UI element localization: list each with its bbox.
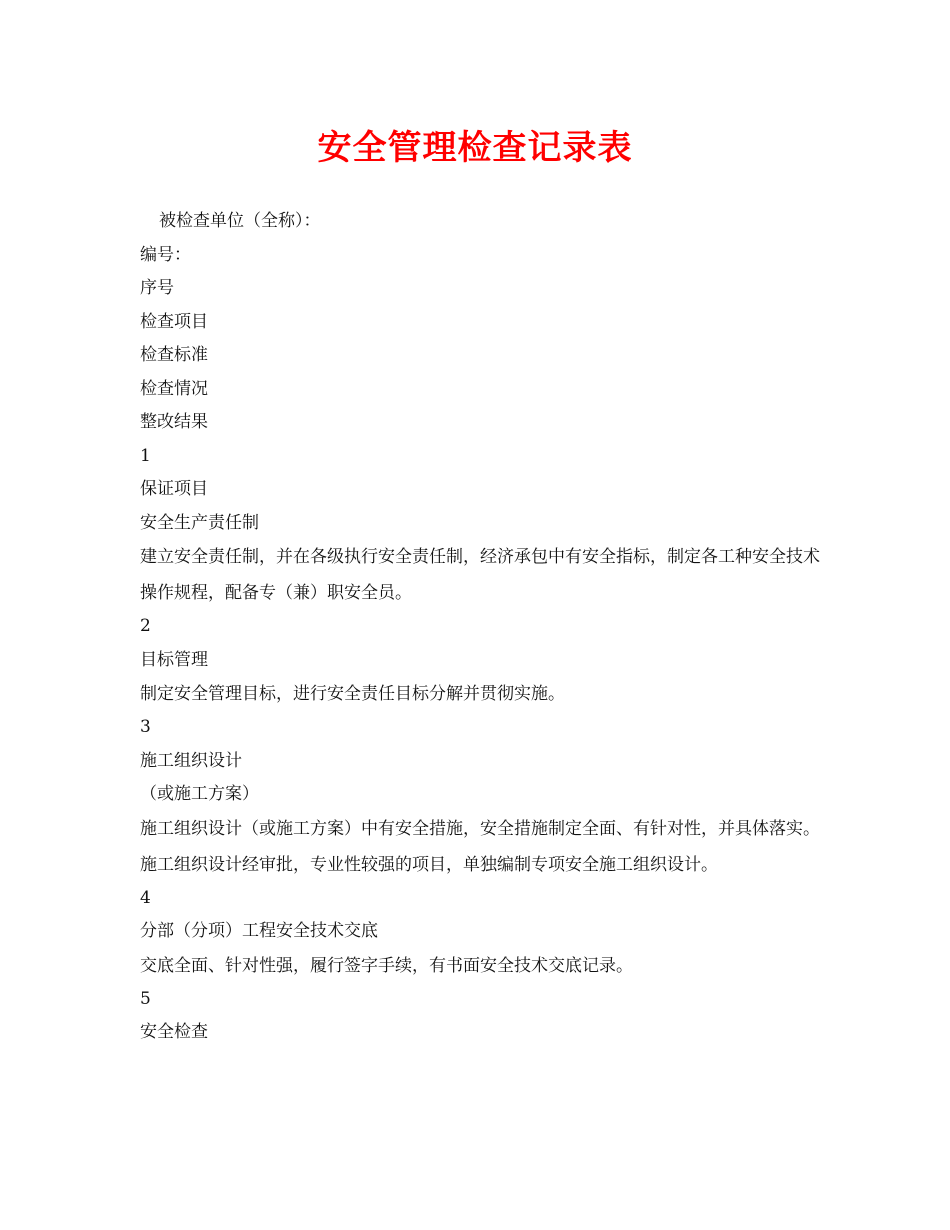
entry-item: 施工组织设计: [140, 750, 242, 771]
entry-number: 3: [140, 717, 151, 737]
entry-standard: 建立安全责任制，并在各级执行安全责任制，经济承包中有安全指标，制定各工种安全技术操作规程，配备专（兼）职安全员。: [140, 547, 820, 603]
number-label: 编号：: [140, 244, 191, 265]
entry-item: 安全检查: [140, 1022, 208, 1042]
entry-number: 1: [140, 445, 151, 466]
entry-item: （或施工方案）: [140, 784, 259, 804]
header-inspection-item: 检查项目: [140, 311, 208, 332]
document-body: [140, 205, 820, 1050]
entry-item: 目标管理: [140, 649, 208, 670]
document-title: 安全管理检查记录表: [317, 128, 633, 168]
header-serial-no: 序号: [140, 278, 174, 298]
entry-number: 2: [140, 616, 151, 636]
entry-number: 5: [140, 988, 151, 1009]
entry-standard: 施工组织设计（或施工方案）中有安全措施，安全措施制定全面、有针对性，并具体落实。施工组织设计经审批，专业性较强的项目，单独编制专项安全施工组织设计。: [140, 818, 820, 875]
entry-number: 4: [140, 887, 151, 908]
inspected-unit-label: 被检查单位（全称）：: [159, 211, 321, 231]
header-inspection-standard: 检查标准: [140, 345, 208, 365]
header-inspection-status: 检查情况: [140, 378, 208, 399]
entry-item: 安全生产责任制: [140, 512, 259, 533]
entry-standard: 制定安全管理目标，进行安全责任目标分解并贯彻实施。: [140, 684, 565, 704]
entry-item: 保证项目: [140, 479, 208, 499]
entry-item: 分部（分项）工程安全技术交底: [140, 921, 378, 941]
header-rectification-result: 整改结果: [140, 412, 208, 432]
entry-standard: 交底全面、针对性强，履行签字手续，有书面安全技术交底记录。: [140, 955, 633, 976]
